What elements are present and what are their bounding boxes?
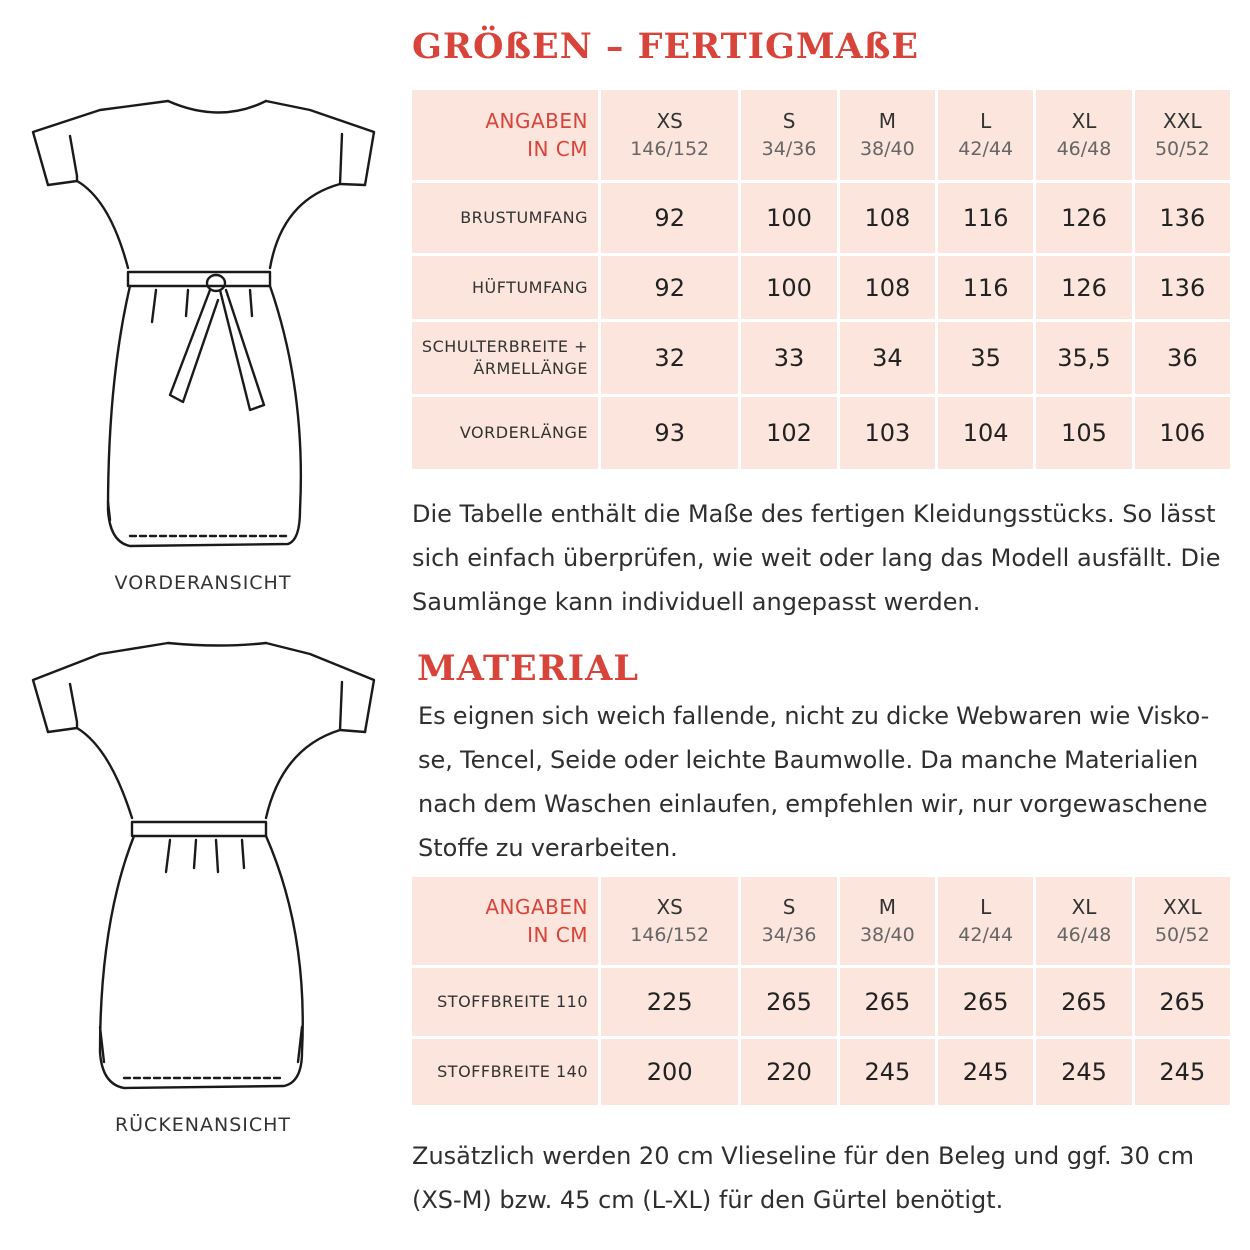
back-view-caption: RÜCKENANSICHT bbox=[114, 1114, 292, 1136]
table-cell: 100 bbox=[741, 183, 836, 253]
size-header bbox=[938, 877, 1033, 965]
size-name: S bbox=[782, 895, 796, 919]
row-label bbox=[412, 397, 598, 469]
table-description: Die Tabelle enthält die Maße des fertigen Kleidungsstücks. So lässt sich einfach überprüfen, wie weit oder lang das Modell ausfällt. Die Saumlänge kann individuell angepasst werden. bbox=[412, 500, 1221, 616]
table-cell: 225 bbox=[601, 968, 738, 1036]
size-name: L bbox=[980, 895, 992, 919]
row-label-line: SCHULTERBREITE + bbox=[421, 337, 588, 356]
size-range: 146/152 bbox=[630, 138, 710, 160]
material-heading: MATERIAL bbox=[417, 648, 639, 689]
table-row bbox=[412, 968, 1230, 1036]
table-cell: 92 bbox=[601, 256, 738, 319]
header-label-line: ANGABEN bbox=[485, 109, 588, 133]
row-label-line: VORDERLÄNGE bbox=[459, 423, 588, 442]
size-name: M bbox=[878, 895, 896, 919]
size-range: 46/48 bbox=[1056, 924, 1112, 946]
row-label-line: HÜFTUMFANG bbox=[472, 277, 588, 297]
size-header bbox=[741, 90, 836, 180]
table-cell: 245 bbox=[938, 1039, 1033, 1105]
table-cell: 34 bbox=[840, 322, 935, 394]
size-name: XS bbox=[656, 109, 683, 133]
table-cell: 265 bbox=[1135, 968, 1230, 1036]
table-cell: 136 bbox=[1135, 256, 1230, 319]
fabric-table bbox=[409, 874, 1233, 1108]
size-name: XXL bbox=[1163, 109, 1202, 133]
table-cell: 108 bbox=[840, 256, 935, 319]
size-header bbox=[840, 90, 935, 180]
table-cell: 108 bbox=[840, 183, 935, 253]
table-header-row bbox=[412, 877, 1230, 965]
table-cell: 245 bbox=[1135, 1039, 1230, 1105]
size-header bbox=[741, 877, 836, 965]
row-label-line: BRUSTUMFANG bbox=[460, 208, 588, 227]
dress-back-illustration bbox=[20, 632, 380, 1102]
size-header bbox=[1135, 877, 1230, 965]
footer-note: Zusätzlich werden 20 cm Vlieseline für den Beleg und ggf. 30 cm (XS-M) bzw. 45 cm (L-XL) für den Gürtel benötigt. bbox=[412, 1142, 1195, 1214]
size-header bbox=[601, 877, 738, 965]
table-row bbox=[412, 397, 1230, 469]
table-cell: 100 bbox=[741, 256, 836, 319]
size-range: 42/44 bbox=[958, 138, 1014, 160]
header-label-cell bbox=[412, 90, 598, 180]
header-label-line: IN CM bbox=[527, 923, 588, 947]
size-range: 146/152 bbox=[630, 924, 710, 946]
table-cell: 245 bbox=[1036, 1039, 1131, 1105]
table-cell: 265 bbox=[741, 968, 836, 1036]
row-label-line: STOFFBREITE 140 bbox=[437, 1062, 588, 1081]
row-label bbox=[412, 183, 598, 253]
table-cell: 116 bbox=[938, 183, 1033, 253]
size-range: 46/48 bbox=[1056, 138, 1112, 160]
row-label-line: ÄRMELLÄNGE bbox=[473, 359, 588, 378]
table-cell: 220 bbox=[741, 1039, 836, 1105]
row-label bbox=[412, 1039, 598, 1105]
size-name: M bbox=[878, 109, 896, 133]
table-row bbox=[412, 1039, 1230, 1105]
table-cell: 35 bbox=[938, 322, 1033, 394]
size-range: 50/52 bbox=[1154, 138, 1210, 160]
header-label-line: IN CM bbox=[527, 137, 588, 161]
measurements-table bbox=[409, 87, 1233, 472]
table-cell: 265 bbox=[840, 968, 935, 1036]
table-cell: 104 bbox=[938, 397, 1033, 469]
table-cell: 245 bbox=[840, 1039, 935, 1105]
page-title: GRÖßEN – FERTIGMAßE bbox=[412, 26, 920, 67]
table-cell: 102 bbox=[741, 397, 836, 469]
table-cell: 35,5 bbox=[1036, 322, 1131, 394]
size-range: 38/40 bbox=[859, 924, 915, 946]
row-label-line: STOFFBREITE 110 bbox=[437, 992, 588, 1011]
size-header bbox=[601, 90, 738, 180]
table-header-row bbox=[412, 90, 1230, 180]
size-name: XS bbox=[656, 895, 683, 919]
table-cell: 33 bbox=[741, 322, 836, 394]
size-header bbox=[1036, 877, 1131, 965]
size-name: L bbox=[980, 109, 992, 133]
row-label bbox=[412, 968, 598, 1036]
table-cell: 92 bbox=[601, 183, 738, 253]
table-cell: 265 bbox=[938, 968, 1033, 1036]
row-label bbox=[412, 256, 598, 319]
table-cell: 106 bbox=[1135, 397, 1230, 469]
size-range: 34/36 bbox=[761, 138, 817, 160]
table-cell: 36 bbox=[1135, 322, 1230, 394]
size-range: 38/40 bbox=[859, 138, 915, 160]
table-row bbox=[412, 322, 1230, 394]
table-cell: 200 bbox=[601, 1039, 738, 1105]
size-range: 34/36 bbox=[761, 924, 817, 946]
table-cell: 126 bbox=[1036, 183, 1131, 253]
table-cell: 116 bbox=[938, 256, 1033, 319]
dress-front-illustration bbox=[20, 90, 380, 560]
size-header bbox=[938, 90, 1033, 180]
material-text: Es eignen sich weich fallende, nicht zu dicke Webwaren wie Visko-se, Tencel, Seide oder leichte Baumwolle. Da manche Materialien nach dem Waschen einlaufen, empfehlen wir, nur vorgewaschene Stoffe zu verarbeiten. bbox=[418, 702, 1210, 862]
table-row bbox=[412, 183, 1230, 253]
table-cell: 136 bbox=[1135, 183, 1230, 253]
table-cell: 32 bbox=[601, 322, 738, 394]
table-cell: 103 bbox=[840, 397, 935, 469]
size-range: 42/44 bbox=[958, 924, 1014, 946]
header-label-cell bbox=[412, 877, 598, 965]
size-name: S bbox=[782, 109, 796, 133]
size-name: XL bbox=[1071, 895, 1097, 919]
table-cell: 93 bbox=[601, 397, 738, 469]
size-range: 50/52 bbox=[1154, 924, 1210, 946]
table-cell: 126 bbox=[1036, 256, 1131, 319]
size-header bbox=[1135, 90, 1230, 180]
table-row bbox=[412, 256, 1230, 319]
size-header bbox=[1036, 90, 1131, 180]
table-cell: 105 bbox=[1036, 397, 1131, 469]
header-label-line: ANGABEN bbox=[485, 895, 588, 919]
front-view-caption: VORDERANSICHT bbox=[114, 572, 292, 594]
size-name: XXL bbox=[1163, 895, 1202, 919]
table-cell: 265 bbox=[1036, 968, 1131, 1036]
size-name: XL bbox=[1071, 109, 1097, 133]
size-header bbox=[840, 877, 935, 965]
row-label bbox=[412, 322, 598, 394]
